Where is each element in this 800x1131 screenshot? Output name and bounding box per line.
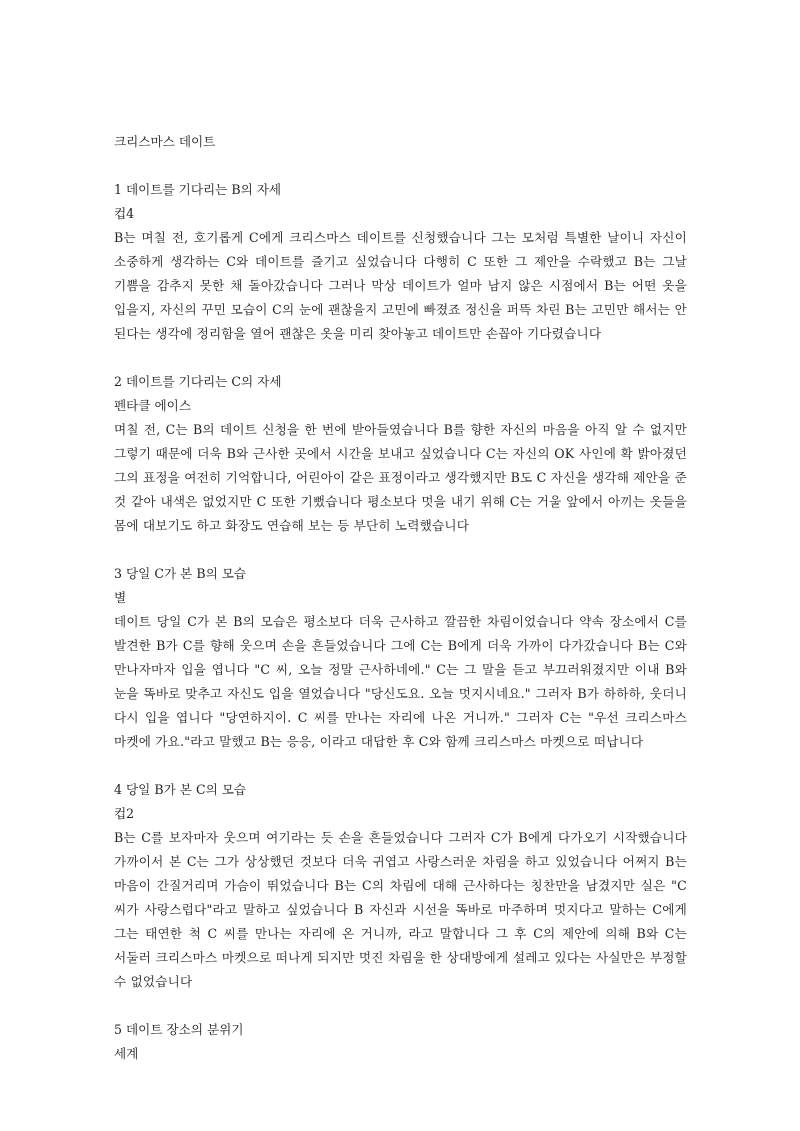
section-heading: 4 당일 B가 본 C의 모습 [114,782,247,797]
section-heading: 5 데이트 장소의 분위기 [114,1022,244,1037]
section-body: B는 C를 보자마자 웃으며 여기라는 듯 손을 흔들었습니다 그러자 C가 B에게 다가오기 시작했습니다 가까이서 본 C는 그가 상상했던 것보다 더욱 귀엽고 사랑스러운 차림을 하고 있었습니다 어쩌지 B는 마음이 간질거리며 가슴이 뛰었습니다 B는 C의 차림에 대해 근사하다는 칭찬만을 남겼지만 실은 "C 씨가 사랑스럽다"라고 말하고 싶었습니다 B 자신과 시선을 똑바로 마주하며 멋지다고 말하는 C에게 그는 태연한 척 C 씨를 만나는 자리에 온 거니까, 라고 말합니다 그 후 C의 제안에 의해 B와 C는 서둘러 크리스마스 마켓으로 떠나게 되지만 멋진 차림을 한 상대방에게 설레고 있다는 사실만은 부정할 수 없었습니다 [114,830,687,989]
section-body: 며칠 전, C는 B의 데이트 신청을 한 번에 받아들였습니다 B를 향한 자신의 마음을 아직 알 수 없지만 그렇기 때문에 더욱 B와 근사한 곳에서 시간을 보내고 싶었습니다 C는 자신의 OK 사인에 확 밝아졌던 그의 표정을 여전히 기억합니다, 어린아이 같은 표정이라고 생각했지만 B도 C 자신을 생각해 제안을 준 것 같아 내색은 없었지만 C 또한 기뻤습니다 평소보다 멋을 내기 위해 C는 거울 앞에서 아끼는 옷들을 몸에 대보기도 하고 화장도 연습해 보는 등 부단히 노력했습니다 [114,422,687,533]
section-1 [114,178,687,346]
section-heading: 2 데이트를 기다리는 C의 자세 [114,374,282,389]
section-4 [114,778,687,994]
section-card-name: 별 [114,590,127,605]
section-heading: 3 당일 C가 본 B의 모습 [114,566,247,581]
section-card-name: 컵2 [114,806,135,821]
section-heading: 1 데이트를 기다리는 B의 자세 [114,182,282,197]
section-card-name: 컵4 [114,206,135,221]
document-title: 크리스마스 데이트 [114,134,216,149]
section-3 [114,562,687,754]
section-body: 데이트 당일 C가 본 B의 모습은 평소보다 더욱 근사하고 깔끔한 차림이었습니다 약속 장소에서 C를 발견한 B가 C를 향해 웃으며 손을 흔들었습니다 그에 C는 B에게 더욱 가까이 다가갔습니다 B는 C와 만나자마자 입을 엽니다 "C 씨, 오늘 정말 근사하네에." C는 그 말을 듣고 부끄러워졌지만 이내 B와 눈을 똑바로 맞추고 자신도 입을 열었습니다 "당신도요. 오늘 멋지시네요." 그러자 B가 하하하, 웃더니 다시 입을 엽니다 "당연하지이. C 씨를 만나는 자리에 나온 거니까." 그러자 C는 "우선 크리스마스 마켓에 가요."라고 말했고 B는 응응, 이라고 대답한 후 C와 함께 크리스마스 마켓으로 떠납니다 [114,614,687,749]
section-2 [114,370,687,538]
section-card-name: 펜타클 에이스 [114,398,191,413]
section-card-name: 세계 [114,1046,139,1061]
section-5 [114,1018,687,1066]
document-content [114,130,687,1090]
section-body: B는 며칠 전, 호기롭게 C에게 크리스마스 데이트를 신청했습니다 그는 모처럼 특별한 날이니 자신이 소중하게 생각하는 C와 데이트를 즐기고 싶었습니다 다행히 C 또한 그 제안을 수락했고 B는 그날 기쁨을 감추지 못한 채 돌아갔습니다 그러나 막상 데이트가 얼마 남지 않은 시점에서 B는 어떤 옷을 입을지, 자신의 꾸민 모습이 C의 눈에 괜찮을지 고민에 빠졌죠 정신을 퍼뜩 차린 B는 고민만 해서는 안 된다는 생각에 정리함을 열어 괜찮은 옷을 미리 찾아놓고 데이트만 손꼽아 기다렸습니다 [114,230,687,341]
